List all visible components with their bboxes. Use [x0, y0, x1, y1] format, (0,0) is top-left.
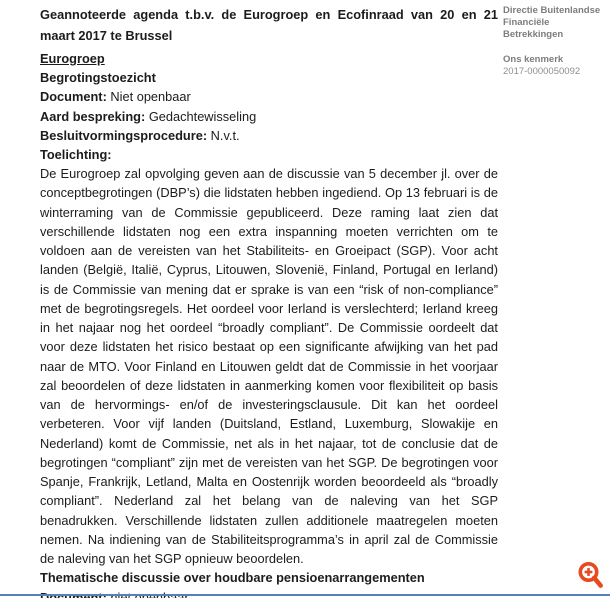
meta-value: N.v.t. — [210, 127, 240, 143]
directorate-name-line1: Directie Buitenlandse — [503, 5, 601, 16]
toelichting-paragraph: De Eurogroep zal opvolging geven aan de discussie van 5 december jl. over de conceptbegrotingen (DBP’s) die lidstaten hebben ingediend. Op 13 februari is de winterraming van de Commissie gepubliceerd. Deze raming laat zien dat verschillende lidstaten nog een extra inspanning moeten verrichten om te voldoen aan de vereisten van het Stabiliteits- en Groeipact (SGP). Voor acht landen (België, Italië, Cyprus, Litouwen, Slovenië, Finland, Portugal en Ierland) is de Commissie van mening dat er sprake is van een “risk of non-compliance” met de begrotingsregels. Het oordeel voor Ierland is verslechterd; Ierland kreeg in het najaar nog het oordeel “broadly compliant”. De Commissie oordeelt dat voor deze lidstaten het risico bestaat op een significante afwijking van het pad naar de MTO. Voor Finland en Litouwen geldt dat de Commissie in het voorjaar zal beoordelen of deze lidstaten in aanmerking komen voor flexibiliteit op basis van de hervormings- en/of de investeringsclausule. Dit kan het oordeel verbeteren. Voor vijf landen (Duitsland, Estland, Luxemburg, Slowakije en Nederland) komt de Commissie, net als in het najaar, tot de conclusie dat de begrotingen “compliant” zijn met de vereisten van het SGP. De begrotingen voor Spanje, Frankrijk, Letland, Malta en Oostenrijk worden beoordeeld als “broadly compliant”. Nederland zal het belang van de naleving van het SGP benadrukken. Verschillende lidstaten zullen additionele maatregelen moeten nemen. Na indiening van de Stabiliteitsprogramma’s in april zal de Commissie de naleving van het SGP opnieuw beoordelen. — [40, 166, 498, 567]
directorate-name-line2: Financiële Betrekkingen — [503, 17, 564, 40]
bottom-divider — [0, 594, 610, 596]
meta-row-besluitvormingsprocedure — [40, 126, 498, 145]
document-title: Geannoteerde agenda t.b.v. de Eurogroep en Ecofinraad van 20 en 21 maart 2017 te Brussel — [40, 7, 498, 43]
meta-label: Besluitvormingsprocedure: — [40, 127, 208, 143]
meta-row-document-2 — [40, 588, 498, 598]
meta-value: Niet openbaar — [110, 89, 191, 105]
meta-value: Gedachtewisseling — [148, 108, 257, 124]
reference-label: Ons kenmerk — [503, 54, 564, 65]
meta-label: Document: — [40, 89, 107, 105]
reference-number: 2017-0000050092 — [503, 66, 581, 77]
zoom-in-icon[interactable] — [577, 561, 604, 590]
subsection-heading-begrotingstoezicht: Begrotingstoezicht — [40, 70, 156, 86]
next-section-heading-pensioenen: Thematische discussie over houdbare pensioenarrangementen — [40, 570, 425, 586]
document-body — [40, 4, 498, 598]
meta-label: Aard bespreking: — [40, 108, 146, 124]
meta-row-document — [40, 87, 498, 106]
toelichting-label: Toelichting: — [40, 147, 112, 163]
section-heading-eurogroep: Eurogroep — [40, 51, 105, 66]
letterhead — [503, 5, 607, 78]
meta-row-aard-bespreking — [40, 107, 498, 126]
